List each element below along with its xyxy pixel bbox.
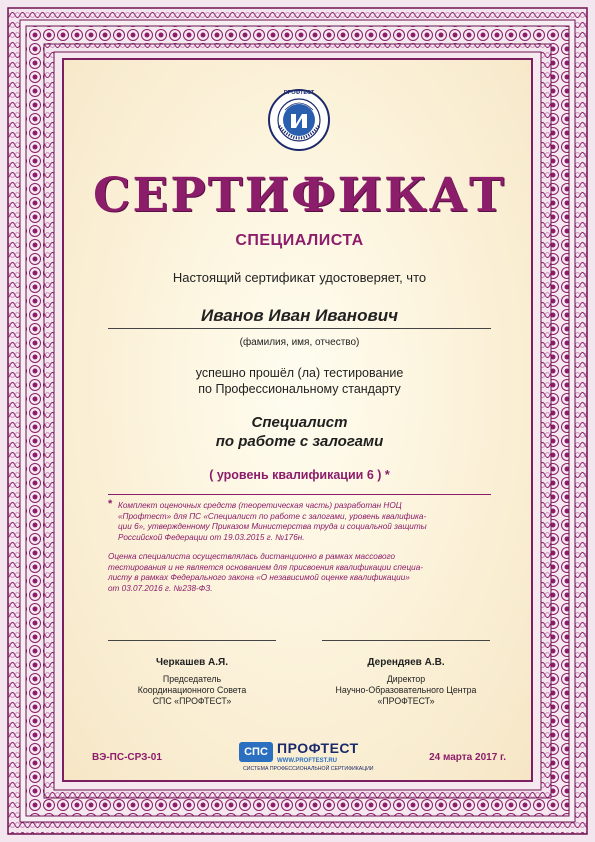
passed-line-2: по Профессиональному стандарту xyxy=(198,382,401,396)
intro-text: Настоящий сертификат удостоверяет, что xyxy=(172,270,427,285)
footnote-1-line: «Профтест» для ПС «Специалист по работе с залогами, уровень квалифика- xyxy=(118,511,427,521)
certificate-date: 24 марта 2017 г. xyxy=(429,752,506,763)
proftest-logo xyxy=(239,740,399,774)
logo-caption: СИСТЕМА ПРОФЕССИОНАЛЬНОЙ СЕРТИФИКАЦИИ xyxy=(243,766,374,772)
name-caption: (фамилия, имя, отчество) xyxy=(239,337,360,348)
signature-line-left xyxy=(108,640,276,641)
role-line: Директор xyxy=(386,674,426,684)
qualification-level: ( уровень квалификации 6 ) * xyxy=(209,468,390,482)
signatory-left-role xyxy=(108,674,276,707)
seal-emblem-icon xyxy=(267,88,331,152)
specialty-line-1: Специалист xyxy=(251,414,348,431)
logo-url: WWW.PROFTEST.RU xyxy=(277,758,337,764)
footnote-2-line: Оценка специалиста осуществлялась дистанционно в рамках массового xyxy=(108,552,396,561)
logo-name: ПРОФТЕСТ xyxy=(277,740,359,756)
footnote-2-line: тестирования и не является основанием для присвоения квалификации специа- xyxy=(108,562,423,572)
signature-line-right xyxy=(322,640,490,641)
footnote-2-line: листу в рамках Федерального закона «О независимой оценке квалификации» xyxy=(108,573,410,583)
footnote-star: * xyxy=(108,498,113,510)
certificate-title: СЕРТИФИКАТ xyxy=(93,168,506,223)
holder-name: Иванов Иван Иванович xyxy=(200,306,399,325)
signatory-right-name: Дерендяев А.В. xyxy=(367,657,445,668)
role-line: Координационного Совета xyxy=(137,685,247,695)
seal-top-text: ПРОФТЕСТ xyxy=(283,90,315,96)
footnote-divider xyxy=(108,494,491,495)
footnote-paragraph-1 xyxy=(118,501,491,543)
specialty-line-2: по работе с залогами xyxy=(215,433,384,450)
passed-line-1: успешно прошёл (ла) тестирование xyxy=(195,366,404,380)
role-line: «ПРОФТЕСТ» xyxy=(377,696,435,706)
signatory-right-role xyxy=(322,674,490,707)
role-line: Председатель xyxy=(162,674,222,684)
name-underline xyxy=(108,328,491,329)
certificate-body xyxy=(62,58,533,782)
logo-mark-icon: СПС xyxy=(239,742,273,762)
footnote-1-line: Российской Федерации от 19.03.2015 г. №176н. xyxy=(118,532,305,542)
signatory-left-name: Черкашев А.Я. xyxy=(155,657,229,668)
footnote-1-line: ции 6», утвержденному Приказом Министерства труда и социальной защиты xyxy=(118,522,427,532)
certificate-code: ВЭ-ПС-СРЗ-01 xyxy=(92,752,162,763)
role-line: СПС «ПРОФТЕСТ» xyxy=(152,696,232,706)
footnote-paragraph-2 xyxy=(108,552,491,594)
footnote-2-line: от 03.07.2016 г. №238-ФЗ. xyxy=(108,583,213,593)
certificate-subtitle: СПЕЦИАЛИСТА xyxy=(235,232,364,249)
footnote-1-line: Комплект оценочных средств (теоретическая часть) разработан НОЦ xyxy=(118,501,402,510)
role-line: Научно-Образовательного Центра xyxy=(335,685,477,695)
